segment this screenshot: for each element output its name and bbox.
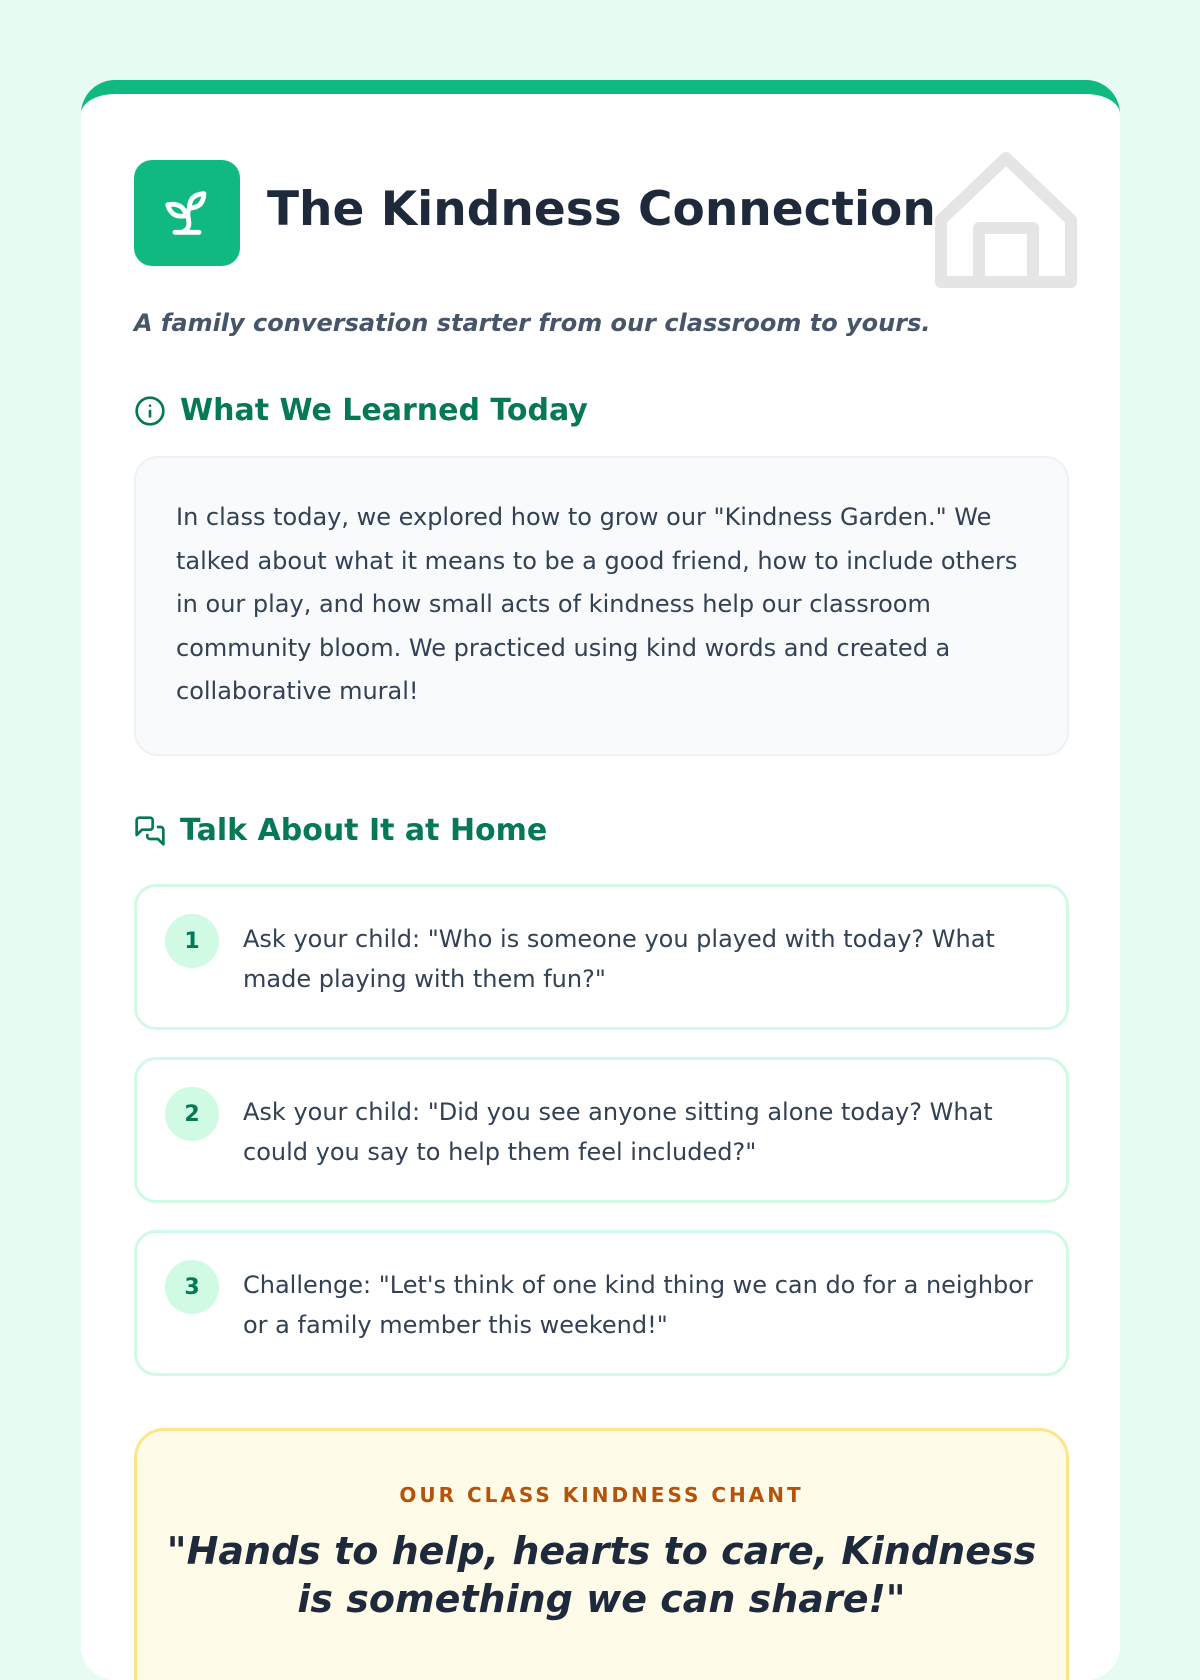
prompt-text: Challenge: "Let's think of one kind thing we can do for a neighbor or a family member this weekend!" xyxy=(243,1271,1033,1339)
newsletter-card xyxy=(81,80,1120,1680)
prompt-text: Ask your child: "Did you see anyone sitting alone today? What could you say to help them feel included?" xyxy=(243,1098,993,1166)
learned-summary: In class today, we explored how to grow our "Kindness Garden." We talked about what it means to be a good friend, how to include others in our play, and how small acts of kindness help our classroom community bloom. We practiced using kind words and created a collaborative mural! xyxy=(134,456,1069,756)
sprout-icon xyxy=(158,184,216,242)
chat-bubbles-icon xyxy=(134,815,166,847)
page-subtitle: A family conversation starter from our classroom to yours. xyxy=(134,309,931,337)
prompt-card xyxy=(134,884,1069,1030)
prompt-card xyxy=(134,1057,1069,1203)
home-icon xyxy=(933,150,1079,296)
prompt-card xyxy=(134,1230,1069,1376)
prompt-number-badge: 2 xyxy=(165,1087,219,1141)
info-icon xyxy=(134,395,166,427)
app-logo xyxy=(134,160,240,266)
chant-quote: "Hands to help, hearts to care, Kindness is something we can share!" xyxy=(166,1529,1037,1621)
prompt-number-badge: 3 xyxy=(165,1260,219,1314)
learned-heading: What We Learned Today xyxy=(180,393,588,428)
talk-section-header xyxy=(134,811,547,851)
prompt-number-badge: 1 xyxy=(165,914,219,968)
page-title: The Kindness Connection xyxy=(267,182,936,237)
prompt-text: Ask your child: "Who is someone you played with today? What made playing with them fun?" xyxy=(243,925,995,993)
kindness-chant-box xyxy=(134,1428,1069,1680)
learned-section-header xyxy=(134,391,588,431)
talk-heading: Talk About It at Home xyxy=(180,813,548,848)
chant-label: OUR CLASS KINDNESS CHANT xyxy=(399,1483,804,1507)
